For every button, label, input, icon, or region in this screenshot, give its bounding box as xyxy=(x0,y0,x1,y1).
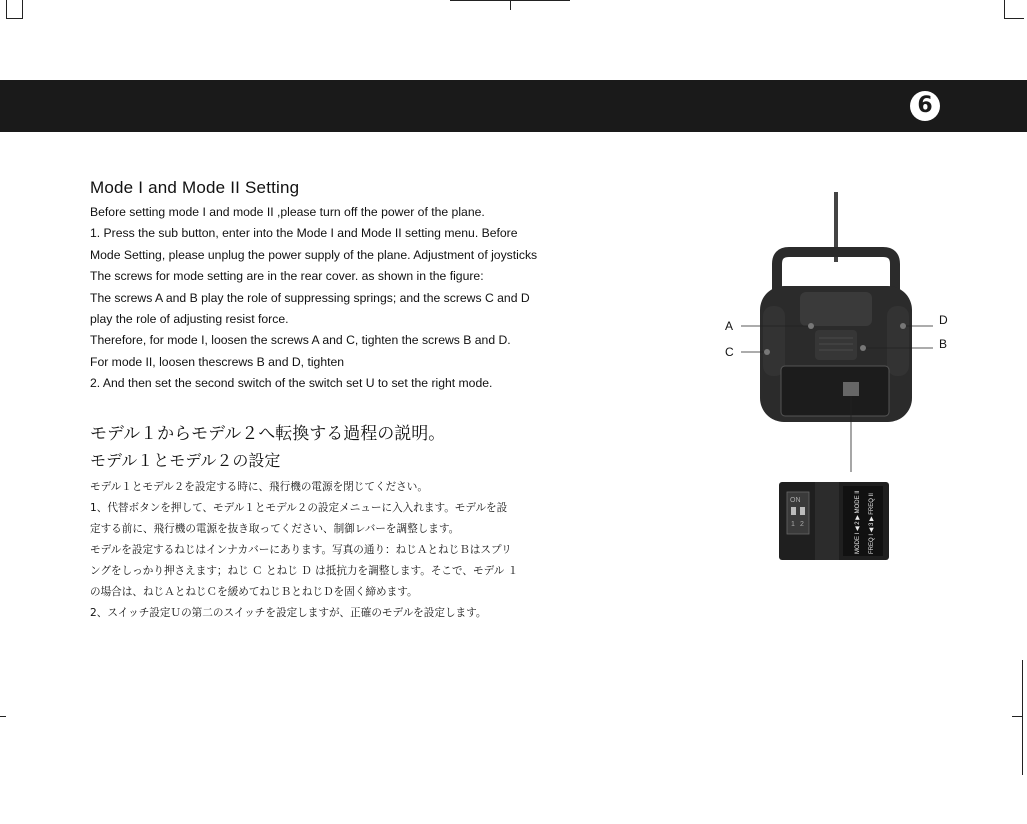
crop-mark-top-center-v xyxy=(510,0,511,10)
crop-mark-top-left-v2 xyxy=(22,0,23,18)
english-line: The screws A and B play the role of suppressing springs; and the screws C and D xyxy=(90,290,530,305)
switch-label-mode: MODE I ◀ 2 ▶ MODE II xyxy=(855,490,861,554)
english-line: 1. Press the sub button, enter into the Mode I and Mode II setting menu. Before xyxy=(90,226,518,241)
callout-a: A xyxy=(725,319,734,333)
screw-c xyxy=(764,349,770,355)
screw-a xyxy=(808,323,814,329)
japanese-subtitle: モデル１とモデル２の設定 xyxy=(90,450,281,470)
crop-mark-left-mid xyxy=(0,716,6,717)
english-line: 2. And then set the second switch of the switch set U to set the right mode. xyxy=(90,376,493,391)
screw-d xyxy=(900,323,906,329)
right-grip xyxy=(887,306,909,376)
japanese-line: の場合は、ねじＡとねじＣを緩めてねじＢとねじＤを固く締めます。 xyxy=(90,585,418,598)
callout-c: C xyxy=(725,345,734,359)
english-line: Mode Setting, please unplug the power supply of the plane. Adjustment of joysticks xyxy=(90,247,538,262)
japanese-line: 2、スイッチ設定Ｕの第二のスイッチを設定しますが、正確のモデルを設定します。 xyxy=(90,606,487,619)
switch-mid-panel xyxy=(815,482,839,560)
body-top-panel xyxy=(800,292,872,326)
japanese-title: モデル１からモデル２へ転換する過程の説明。 xyxy=(90,423,446,444)
crop-mark-top-left-v xyxy=(6,0,7,18)
callout-d: D xyxy=(939,313,948,327)
english-line: play the role of adjusting resist force. xyxy=(90,312,289,327)
crop-mark-right-mid-v xyxy=(1022,660,1023,775)
crop-mark-top-right-v xyxy=(1004,0,1005,18)
screw-b xyxy=(860,345,866,351)
crop-mark-top-right-h xyxy=(1004,18,1024,19)
text-column xyxy=(90,178,690,624)
japanese-line: モデルを設定するねじはインナカバーにあります。写真の通り：ねじＡとねじＢはスプリ xyxy=(90,543,512,556)
body-center-ridge xyxy=(815,330,857,360)
dip-switch-on-label: ON xyxy=(790,497,801,504)
transmitter-figure xyxy=(715,180,975,600)
switch-label-freq: FREQ I ◀ 3 ▶ FREQ II xyxy=(869,493,875,554)
battery-compartment xyxy=(781,366,889,416)
english-line: The screws for mode setting are in the rear cover. as shown in the figure: xyxy=(90,269,484,284)
japanese-line: ングをしっかり押さえます；ねじ Ｃ とねじ Ｄ は抵抗力を調整します。そこで、モデル １ xyxy=(90,564,519,577)
page-number-badge: 6 xyxy=(910,91,940,121)
crop-mark-top-left-h xyxy=(6,18,23,19)
header-bar xyxy=(0,80,1027,132)
english-line: For mode II, loosen thescrews B and D, tighten xyxy=(90,354,345,369)
switch-block xyxy=(843,382,859,396)
callout-b: B xyxy=(939,337,948,351)
left-grip xyxy=(763,306,785,376)
crop-mark-right-mid-h xyxy=(1012,716,1022,717)
dip-switch-num-2: 2 xyxy=(800,521,804,528)
japanese-line: 定する前に、飛行機の電源を抜き取ってください、制御レバーを調整します。 xyxy=(90,522,460,535)
dip-switch-num-1: 1 xyxy=(791,521,795,528)
english-line: Therefore, for mode I, loosen the screws A and C, tighten the screws B and D. xyxy=(90,333,511,348)
switch-label-panel xyxy=(843,486,883,556)
english-title: Mode I and Mode II Setting xyxy=(90,178,300,197)
japanese-line: モデル１とモデル２を設定する時に、飛行機の電源を閉じてください。 xyxy=(90,480,428,493)
japanese-line: 1、代替ボタンを押して、モデル１とモデル２の設定メニューに入入れます。モデルを設 xyxy=(90,501,508,514)
english-line: Before setting mode I and mode II ,please turn off the power of the plane. xyxy=(90,205,485,219)
